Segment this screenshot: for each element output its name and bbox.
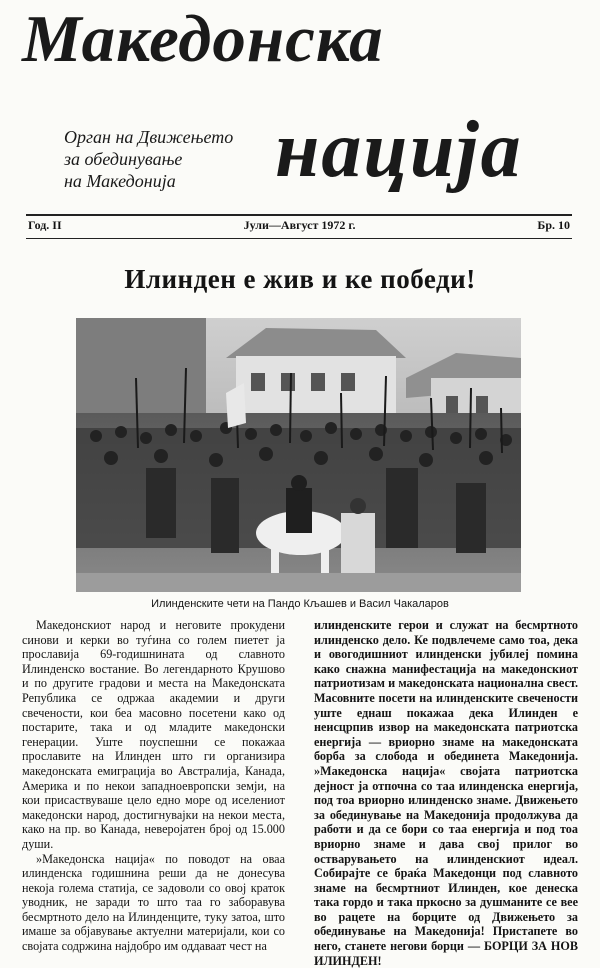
- article-paragraph: Македонскиот народ и неговите прокудени синови и керки во туѓина со голем пиетет ја прославија 69-годишнината од славното Илинденско востание. Во легендарното Крушово и по другите градови и места на Македонската Република се одржаа академии и други свечености, кои беа масовно посетени како од постарите, така и од младите македонски генерации. Уште поуспешни се покажаа прославите на Илинден што ги организира македонската емиграција во Австралија, Канада, Америка и по некои западноевропски земји, на кои присаствуваше цело едно море од иселениот македонски народ, достигнувајки на некои места, како на пр. во Канада, невероjатен број од 15.000 души.: [22, 618, 285, 851]
- article-column-left: [22, 618, 285, 954]
- masthead-title-line1: Македонска: [22, 2, 384, 76]
- article-headline: Илинден е жив и ке победи!: [124, 264, 476, 294]
- issue-info-row: [28, 218, 570, 236]
- masthead-title-line2: нација: [275, 106, 523, 194]
- issue-year: Год. II: [28, 218, 62, 232]
- article-paragraph-continued: [314, 618, 578, 968]
- photo-caption: Илинденските чети на Пандо Кљашев и Васил Чакаларов: [151, 598, 449, 610]
- masthead-rule: [26, 214, 572, 216]
- masthead-subtitle: [64, 126, 233, 192]
- article-column-right: [314, 618, 578, 968]
- photo-illustration: [76, 318, 521, 592]
- subtitle-line: Орган на Движењето: [64, 127, 234, 147]
- subtitle-line: за обединување: [64, 149, 183, 169]
- issue-date: Јули—Август 1972 г.: [243, 218, 356, 232]
- issue-info-rule: [26, 238, 572, 239]
- subtitle-line: на Македонија: [64, 171, 176, 191]
- article-paragraph: »Македонска нација« по поводот на оваа илинденска годишнина реши да не донесува некоја голема статија, се задоволи со овој краток уводник, не заради то што таа го заборавува бесмртното дело на Илинденците, туку затоа, што имаше за објавување актуелни материјали, кои со својата содржина најдобро им оддаваат чест на: [22, 851, 285, 954]
- article-photo: [76, 318, 521, 592]
- article-closing-slogan: БОРЦИ ЗА НОВ ИЛИНДЕН!: [314, 939, 578, 968]
- issue-number: Бр. 10: [537, 218, 570, 232]
- article-continued-text: илинденските герои и служат на бесмртното илинденско дело. Ке подвлечеме само тоа, дека и овогодишниот илинденски јубилеј помина како снажна манифестација на македонскиот патриотизам и македонската национална свест. Масовните посети на илинденските свечености уште еднаш покажаа дека Илинден е неисцрпив извор на македонската патриотска енергија — вриорно знаме на македонската борба за слобода и обединета Македонија. »Македонска нација« својата патриотска дејност ја отпочна со таа илинденска енергија, под тоа вриорно илинденско знаме. Движењето за обединување на Македонија продолжува да работи и да се бори со таа енергија и под тоа вриорно знаме и дава свој прилог во остварувањето на илинденскиот идеал. Собирајте се браќа Македонци под славното знаме на бесмртниот Илинден, кое денеска така гордо и така пркосно за душманите се вее во рацете на борците од Движењето за обединување на Македонија! Пристапете во него, станете негови борци —: [314, 618, 578, 954]
